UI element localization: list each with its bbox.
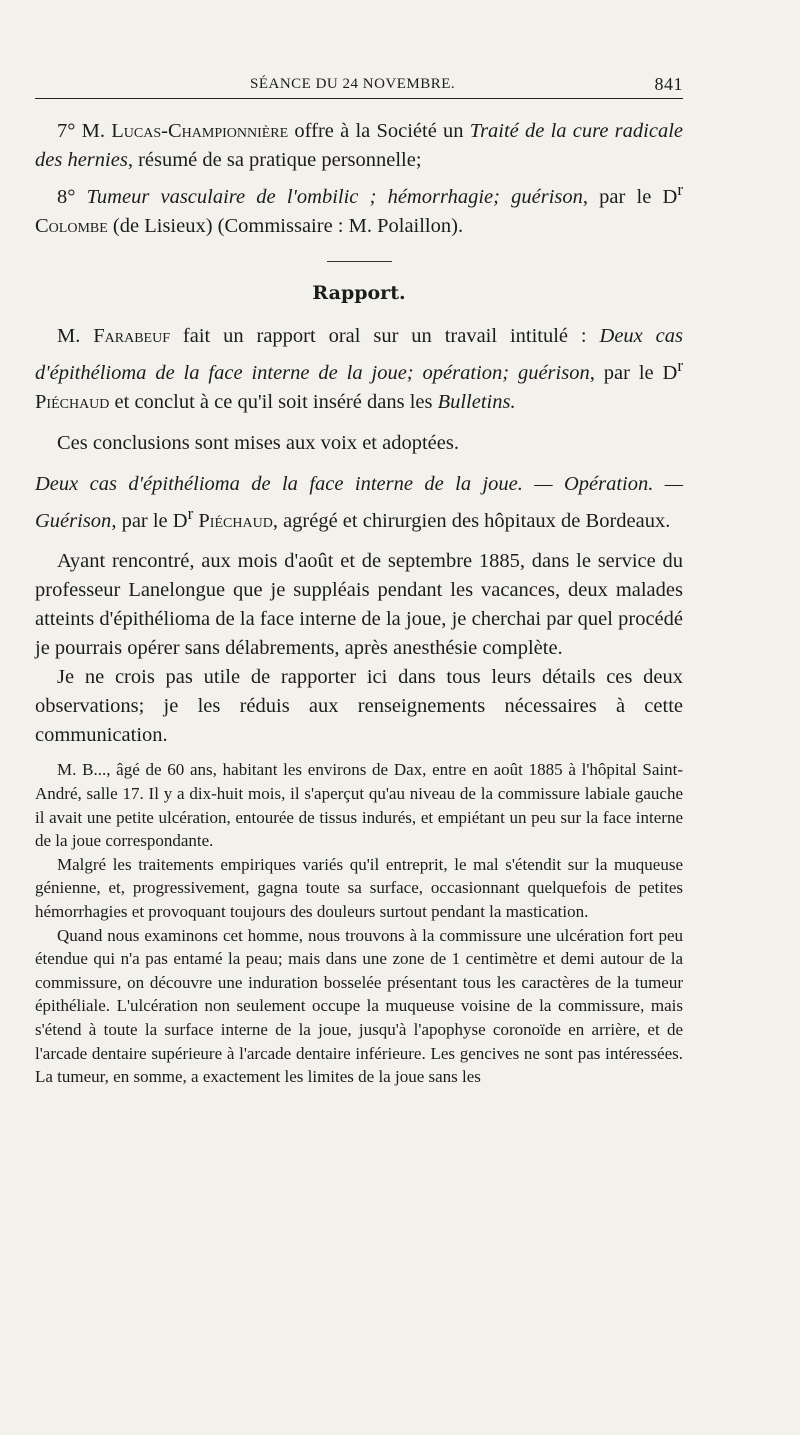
conclusions-paragraph: Ces conclusions sont mises aux voix et adoptées.: [57, 431, 459, 454]
item-8: 8° Tumeur vasculaire de l'ombilic ; hémorrhagie; guérison, par le $D^r$ Colombe (de Lisieux) (Commissaire : M. Polaillon).: [35, 180, 684, 237]
header-rule: [35, 98, 683, 99]
header-title: SÉANCE DU 24 NOVEMBRE.: [250, 76, 456, 92]
page-number: 841: [654, 74, 683, 94]
article-paragraph-1: Ayant rencontré, aux mois d'août et de septembre 1885, dans le service du professeur Lanelongue que je suppléais pendant les vacances, deux malades atteints d'épithélioma de la face interne de la joue, je cherchai par quel procédé je pourrais opérer sans délabrements, après anesthésie complète.: [35, 550, 683, 660]
item-7: 7° M. Lucas-Championnière offre à la Société un Traité de la cure radicale des hernies, résumé de sa pratique personnelle;: [35, 120, 683, 171]
section-heading: Rapport.: [312, 281, 406, 304]
separator-line: [327, 261, 392, 262]
observation-paragraph-1: M. B..., âgé de 60 ans, habitant les environs de Dax, entre en août 1885 à l'hôpital Saint-André, salle 17. Il y a dix-huit mois, il s'aperçut qu'au niveau de la commissure labiale gauche il avait une petite ulcération, entourée de tissus indurés, et empiétant un peu sur la face interne de la joue correspondante.: [35, 760, 683, 851]
article-title: Deux cas d'épithélioma de la face interne de la joue. — Opération. — Guérison, par le $D^r$ Piéchaud, agrégé et chirurgien des hôpitaux de Bordeaux.: [35, 472, 683, 532]
article-paragraph-2: Je ne crois pas utile de rapporter ici dans tous leurs détails ces deux observations; je les réduis aux renseignements nécessaires à cette communication.: [35, 666, 683, 747]
observation-paragraph-3: Quand nous examinons cet homme, nous trouvons à la commissure une ulcération fort peu étendue qui n'a pas entamé la peau; mais dans une zone de 1 centimètre et demi autour de la commissure, on découvre une induration bosselée présentant tous les caractères de la tumeur épithéliale. L'ulcération non seulement occupe la muqueuse voisine de la commissure, mais s'étend à toute la surface interne de la joue, jusqu'à l'apophyse coronoïde en arrière, et de l'arcade dentaire supérieure à l'arcade dentaire inférieure. Les gencives ne sont pas intéressées. La tumeur, en somme, a exactement les limites de la joue sans les: [35, 925, 683, 1087]
observation-paragraph-2: Malgré les traitements empiriques variés qu'il entreprit, le mal s'étendit sur la muqueuse génienne, et, progressivement, gagna toute sa surface, occasionnant quelquefois de petites hémorrhagies et provoquant toujours des douleurs surtout pendant la mastication.: [35, 854, 683, 922]
running-header: [35, 66, 683, 96]
report-paragraph: M. Farabeuf fait un rapport oral sur un travail intitulé : Deux cas d'épithélioma de la face interne de la joue; opération; guérison, par le $D^r$ Piéchaud et conclut à ce qu'il soit inséré dans les Bulletins.: [35, 324, 683, 413]
document-page: [35, 66, 683, 1089]
